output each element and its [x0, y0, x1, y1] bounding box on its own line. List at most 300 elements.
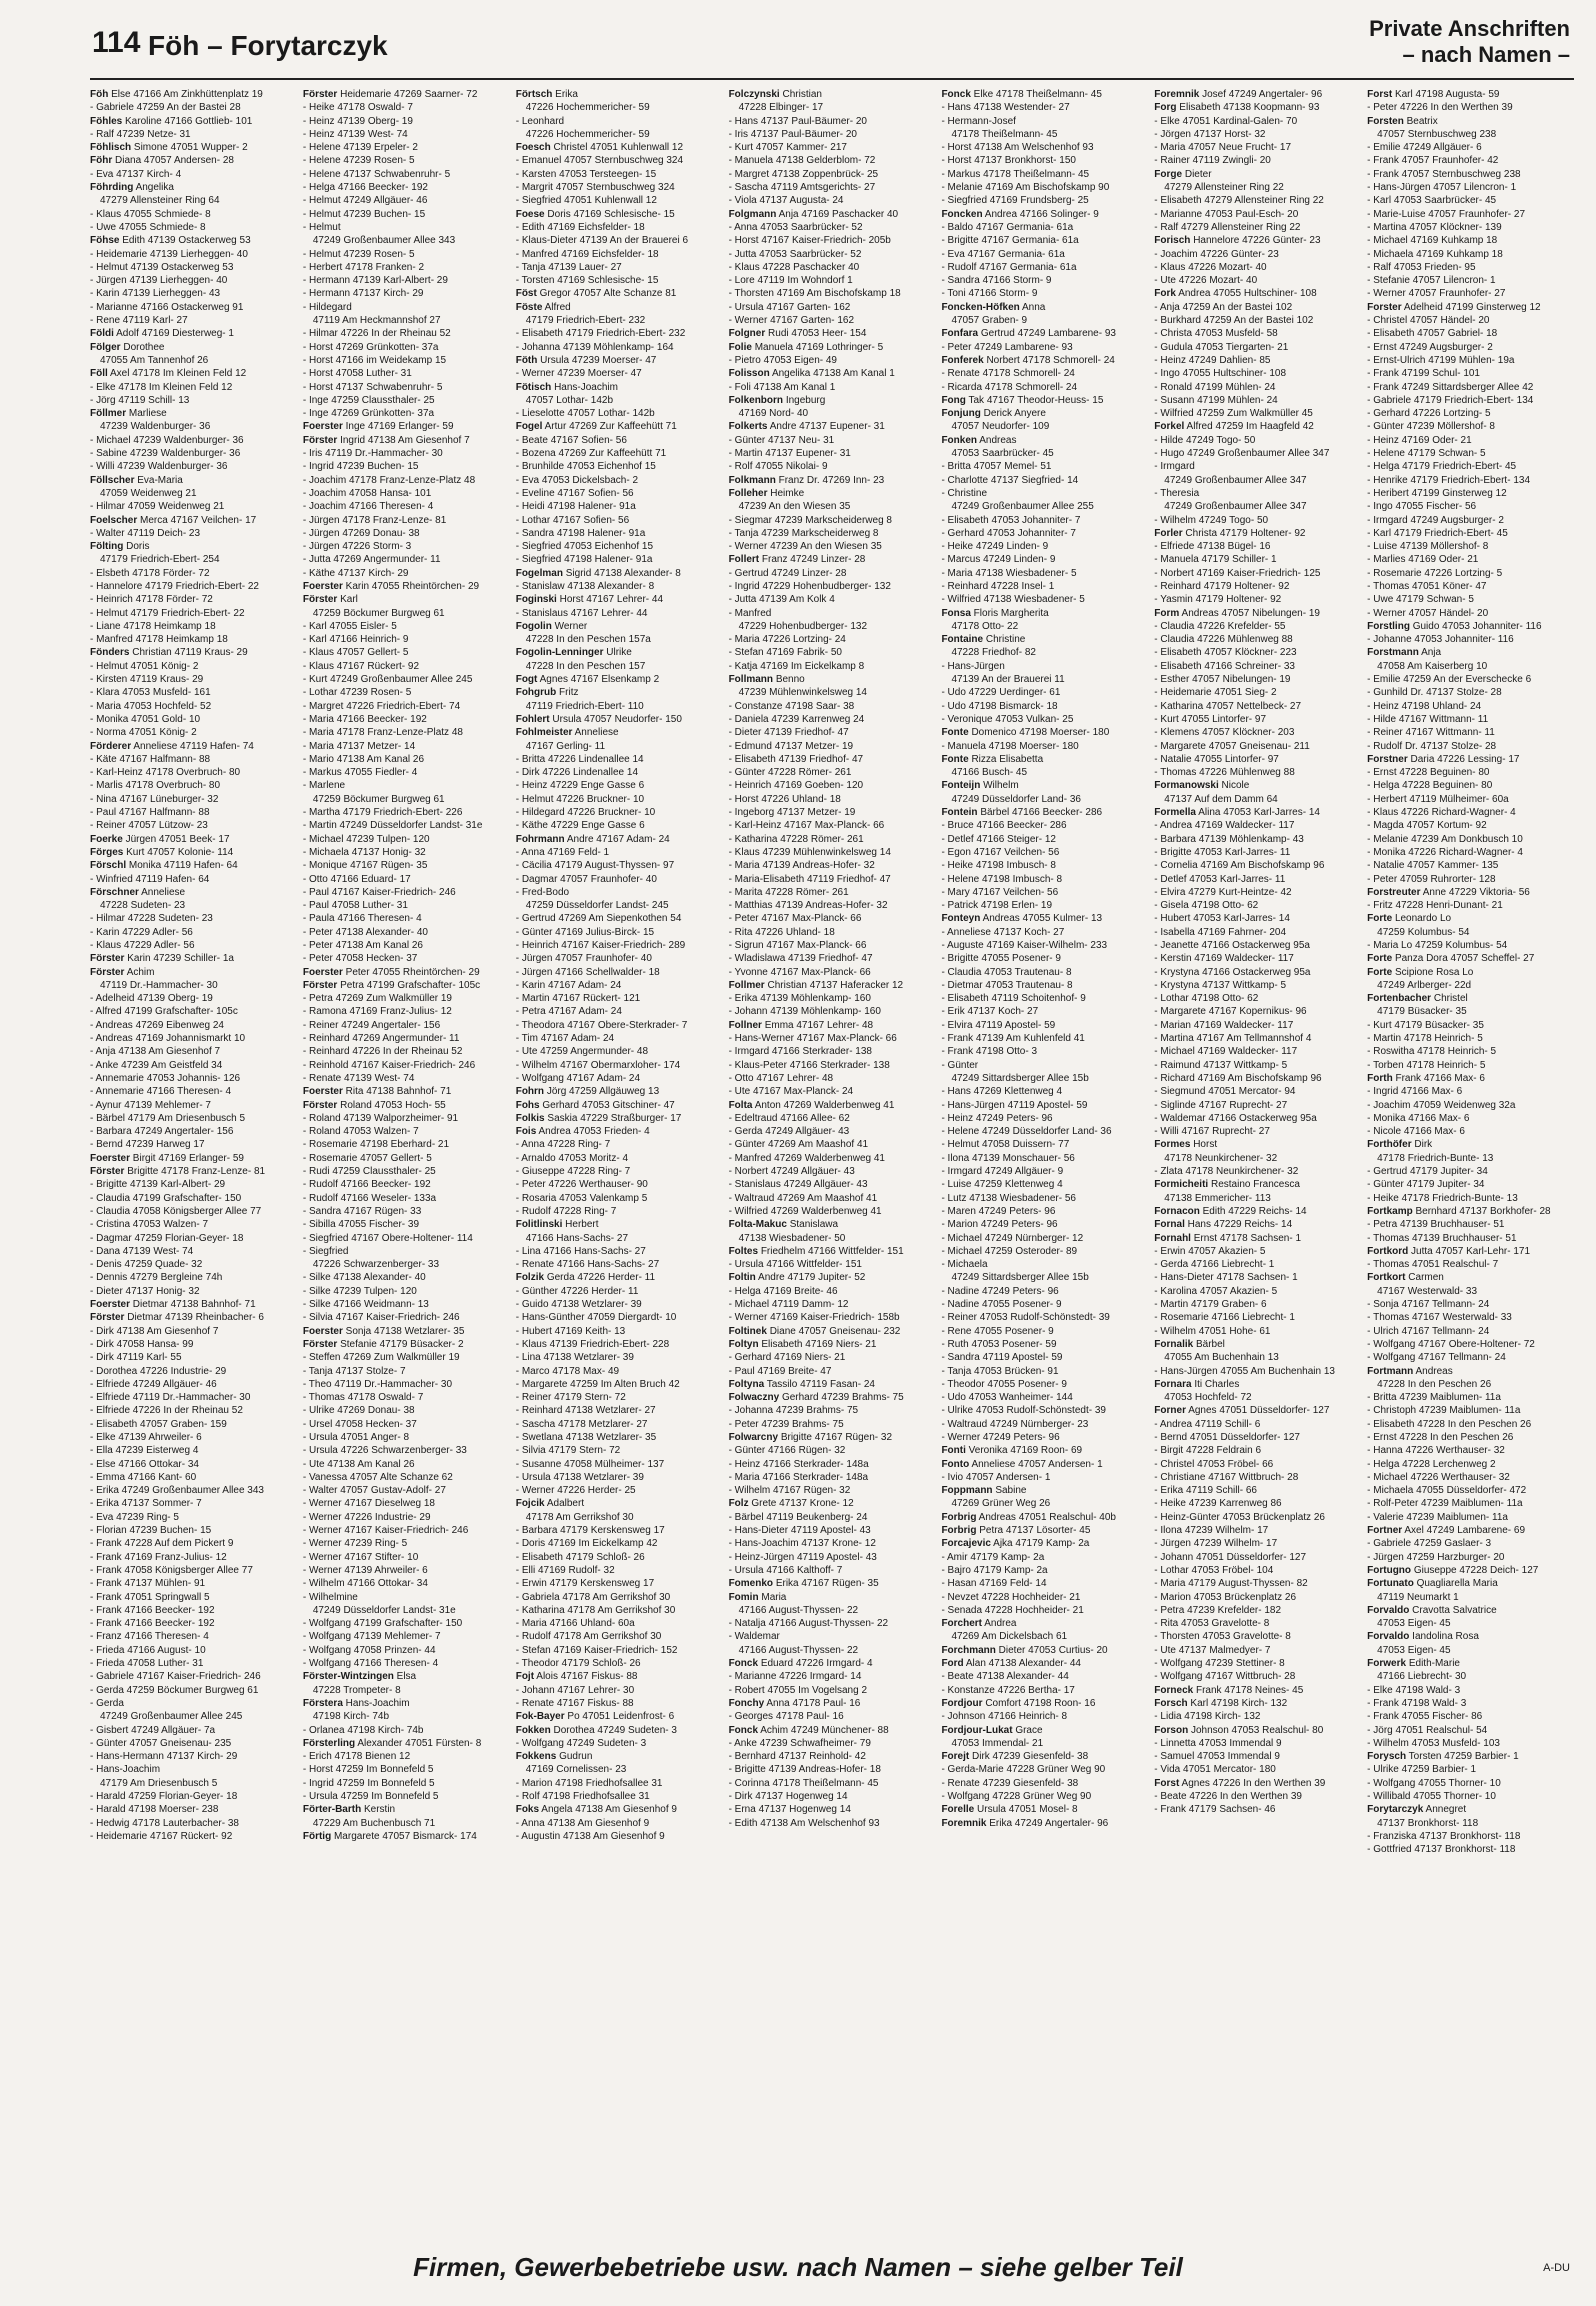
directory-entry — [941, 793, 1148, 806]
directory-entry — [90, 1497, 297, 1510]
directory-entry — [729, 620, 936, 633]
entry-detail: - Elke 47178 Im Kleinen Feld 12 — [90, 381, 233, 393]
entry-detail: - Reiner 47053 Rudolf-Schönstedt- 39 — [941, 1312, 1110, 1324]
entry-detail: - Elisabeth 47179 Schloß- 26 — [515, 1551, 645, 1563]
directory-entry — [90, 859, 297, 872]
directory-entry — [1367, 1138, 1574, 1151]
entry-detail: Doris — [126, 541, 150, 553]
directory-entry — [941, 1178, 1148, 1191]
directory-entry — [1154, 753, 1361, 766]
directory-entry — [303, 1497, 510, 1510]
directory-entry — [303, 234, 510, 247]
directory-entry — [90, 1724, 297, 1737]
directory-entry — [90, 1045, 297, 1058]
directory-entry — [1154, 500, 1361, 513]
directory-entry — [516, 1311, 723, 1324]
entry-detail: - Nevzet 47228 Hochheider- 21 — [941, 1591, 1081, 1603]
entry-detail: - Heinz 47139 Oberg- 19 — [302, 115, 413, 127]
entry-detail: - Gerda-Marie 47228 Grüner Weg 90 — [941, 1764, 1106, 1776]
entry-detail: - Susann 47199 Mühlen- 24 — [1154, 394, 1278, 406]
directory-entry — [516, 1019, 723, 1032]
entry-detail: - Rudolf 47178 Am Gerrikshof 30 — [515, 1631, 662, 1643]
directory-entry — [729, 1684, 936, 1697]
directory-entry — [729, 1125, 936, 1138]
entry-detail: - Sascha 47178 Metzlarer- 27 — [515, 1418, 648, 1430]
directory-entry — [729, 1085, 936, 1098]
entry-detail: - Guido 47138 Wetzlarer- 39 — [515, 1299, 642, 1311]
entry-detail: - Elisabeth 47053 Johanniter- 7 — [941, 514, 1081, 526]
entry-detail: - Karin 47229 Adler- 56 — [90, 926, 193, 938]
entry-detail: Manuela 47169 Lothringer- 5 — [754, 341, 884, 353]
entry-detail: - Annemarie 47053 Johannis- 126 — [90, 1072, 241, 1084]
entry-detail: - Marlene — [302, 780, 346, 792]
surname: Folta — [728, 1099, 753, 1111]
directory-entry — [1367, 1591, 1574, 1604]
entry-detail: - Manfred 47178 Heimkamp 18 — [90, 634, 228, 646]
entry-detail: - Irmgard — [1154, 461, 1195, 473]
entry-detail: - Elfriede 47226 In der Rheinau 52 — [90, 1405, 243, 1417]
entry-detail: - Hans-Jürgen 47119 Apostel- 59 — [941, 1099, 1088, 1111]
directory-entry — [516, 553, 723, 566]
surname: Föhse — [90, 235, 120, 247]
entry-detail: - Thorsten 47169 Am Bischofskamp 18 — [728, 288, 901, 300]
directory-entry — [1367, 500, 1574, 513]
surname: Foks — [515, 1804, 540, 1816]
entry-detail: - Werner 47169 Kaiser-Friedrich- 158b — [728, 1312, 900, 1324]
entry-detail: - Karin 47167 Adam- 24 — [515, 979, 622, 991]
directory-entry — [1367, 766, 1574, 779]
directory-entry — [941, 1564, 1148, 1577]
entry-detail: - Johann 47167 Lehrer- 30 — [515, 1684, 635, 1696]
entry-detail: - Stefanie 47057 Lilencron- 1 — [1367, 275, 1496, 287]
entry-detail: - Rudolf 47167 Germania- 61a — [941, 261, 1077, 273]
directory-entry — [1367, 1152, 1574, 1165]
directory-entry — [1367, 1005, 1574, 1018]
directory-entry — [516, 287, 723, 300]
entry-detail: Andrea 47166 Solinger- 9 — [984, 208, 1099, 220]
entry-detail: Jörg 47259 Allgäuweg 13 — [546, 1086, 660, 1098]
directory-entry — [90, 1471, 297, 1484]
entry-detail: - Klaus-Peter 47166 Sterkrader- 138 — [728, 1059, 890, 1071]
entry-detail: - Krystyna 47137 Wittkamp- 5 — [1154, 979, 1287, 991]
entry-detail: - Helga 47228 Lerchenweg 2 — [1367, 1458, 1496, 1470]
directory-entry — [1367, 1298, 1574, 1311]
directory-entry — [303, 553, 510, 566]
directory-entry — [941, 248, 1148, 261]
directory-entry — [941, 1737, 1148, 1750]
entry-detail: - Reinhard 47226 In der Rheinau 52 — [302, 1046, 463, 1058]
entry-detail: - Toni 47166 Storm- 9 — [941, 288, 1038, 300]
entry-detail: - Claudia 47058 Königsberger Allee 77 — [90, 1205, 262, 1217]
entry-detail: - Maria 47166 Beecker- 192 — [302, 713, 427, 725]
surname: Fohrmann — [515, 833, 565, 845]
entry-detail: - Ute 47226 Mozart- 40 — [1154, 275, 1258, 287]
entry-detail: - Peter 47167 Max-Planck- 66 — [728, 913, 862, 925]
directory-entry — [303, 620, 510, 633]
entry-detail: - Else 47166 Ottokar- 34 — [90, 1458, 199, 1470]
surname: Fonsa — [941, 607, 971, 619]
entry-detail: - Günter — [941, 1059, 979, 1071]
entry-detail: - Hans 47137 Paul-Bäumer- 20 — [728, 115, 867, 127]
entry-detail: Rizza — [971, 753, 997, 765]
directory-entry — [90, 221, 297, 234]
directory-entry — [516, 1192, 723, 1205]
directory-entry — [90, 1670, 297, 1683]
directory-entry — [1367, 1750, 1574, 1763]
entry-detail: Petra 47137 Lösorter- 45 — [979, 1525, 1091, 1537]
directory-entry — [941, 1750, 1148, 1763]
directory-entry — [303, 354, 510, 367]
directory-entry — [90, 341, 297, 354]
directory-entry — [90, 314, 297, 327]
directory-entry — [729, 1817, 936, 1830]
directory-entry — [516, 274, 723, 287]
directory-entry — [516, 1471, 723, 1484]
entry-detail: - Hans-Dieter 47119 Apostel- 43 — [728, 1525, 871, 1537]
entry-detail: - Erich 47178 Bienen 12 — [302, 1751, 411, 1763]
surname: Fornalik — [1154, 1338, 1194, 1350]
entry-detail: - Werner 47167 Stifter- 10 — [302, 1551, 419, 1563]
directory-entry — [516, 101, 723, 114]
directory-entry — [1154, 1484, 1361, 1497]
directory-entry — [516, 1670, 723, 1683]
directory-entry — [303, 1059, 510, 1072]
directory-entry — [1154, 1737, 1361, 1750]
directory-entry — [90, 1378, 297, 1391]
entry-detail: Dieter 47053 Curtius- 20 — [998, 1644, 1108, 1656]
surname: Fornacon — [1154, 1205, 1200, 1217]
directory-entry — [941, 208, 1148, 221]
directory-entry — [1367, 899, 1574, 912]
entry-detail: - Peter 47226 In den Werthen 39 — [1367, 102, 1513, 114]
entry-detail: - Kurt 47249 Großenbaumer Allee 245 — [302, 674, 473, 686]
entry-detail: - Eveline 47167 Sofien- 56 — [515, 487, 634, 499]
directory-entry — [729, 354, 936, 367]
directory-entry — [303, 1564, 510, 1577]
directory-entry — [516, 740, 723, 753]
surname: Fonken — [941, 434, 977, 446]
directory-entry — [90, 1085, 297, 1098]
directory-entry — [516, 859, 723, 872]
entry-detail: 47178 Friedrich-Bunte- 13 — [1377, 1152, 1494, 1164]
entry-detail: Edith 47139 Ostackerweg 53 — [122, 235, 251, 247]
entry-detail: - Marlis 47178 Overbruch- 80 — [90, 780, 221, 792]
entry-detail: - Peter 47138 Alexander- 40 — [302, 926, 428, 938]
entry-detail: 47179 Friedrich-Ebert- 232 — [525, 315, 646, 327]
entry-detail: Doris 47169 Schlesische- 15 — [547, 208, 675, 220]
entry-detail: - Hubert 47169 Keith- 13 — [515, 1325, 626, 1337]
directory-entry — [729, 287, 936, 300]
entry-detail: - Lina 47138 Wetzlarer- 39 — [515, 1352, 634, 1364]
directory-entry — [1367, 314, 1574, 327]
surname: Foerster — [302, 421, 343, 433]
entry-detail: - Henrike 47179 Friedrich-Ebert- 134 — [1367, 474, 1531, 486]
entry-detail: - Lothar 47239 Rosen- 5 — [302, 687, 412, 699]
entry-detail: Dirk 47239 Giesenfeld- 38 — [972, 1751, 1089, 1763]
entry-detail: - Gertrud 47269 Am Siepenkothen 54 — [515, 913, 682, 925]
entry-detail: 47279 Allensteiner Ring 22 — [1164, 182, 1284, 194]
entry-detail: - Frieda 47058 Luther- 31 — [90, 1658, 204, 1670]
entry-detail: - Karl 47055 Eisler- 5 — [302, 620, 397, 632]
entry-detail: Wilhelm — [983, 780, 1019, 792]
entry-detail: - Detlef 47166 Steiger- 12 — [941, 833, 1056, 845]
entry-detail: Rudi 47053 Heer- 154 — [768, 328, 867, 340]
directory-entry — [1154, 115, 1361, 128]
entry-detail: - Baldo 47167 Germania- 61a — [941, 221, 1074, 233]
entry-detail: 47228 Friedhof- 82 — [951, 647, 1036, 659]
entry-detail: Elke 47178 Theißelmann- 45 — [973, 89, 1102, 100]
entry-detail: - Orlanea 47198 Kirch- 74b — [302, 1724, 424, 1736]
entry-detail: Hannelore 47226 Günter- 23 — [1193, 235, 1321, 247]
entry-detail: - Herbert 47178 Franken- 2 — [302, 261, 425, 273]
entry-detail: Ingrid 47138 Am Giesenhof 7 — [340, 434, 470, 446]
surname: Fonck — [728, 1724, 759, 1736]
entry-detail: - Elisabeth 47057 Gabriel- 18 — [1367, 328, 1498, 340]
directory-entry — [729, 1138, 936, 1151]
directory-entry — [303, 1099, 510, 1112]
entry-detail: - Rudolf 47166 Beecker- 192 — [302, 1179, 431, 1191]
entry-detail: 47228 Trompeter- 8 — [312, 1684, 401, 1696]
entry-detail: Birgit 47169 Erlanger- 59 — [132, 1152, 244, 1164]
directory-entry — [1154, 1178, 1361, 1191]
entry-detail: - Heinz 47198 Uhland- 24 — [1367, 700, 1482, 712]
directory-entry — [90, 753, 297, 766]
entry-detail: - Claudia 47199 Grafschafter- 150 — [90, 1192, 242, 1204]
directory-entry — [1367, 141, 1574, 154]
entry-detail: - Frank 47057 Fraunhofer- 42 — [1367, 155, 1499, 167]
directory-entry — [1154, 514, 1361, 527]
entry-detail: Salvatrice — [1452, 1604, 1497, 1616]
entry-detail: - Michaela 47137 Honig- 32 — [302, 846, 426, 858]
entry-detail: - Ernst-Ulrich 47199 Mühlen- 19a — [1367, 354, 1515, 366]
directory-entry — [1154, 899, 1361, 912]
entry-detail: - Hans-Joachim 47137 Krone- 12 — [728, 1538, 876, 1550]
entry-detail: - Silke 47239 Tulpen- 120 — [302, 1285, 417, 1297]
entry-detail: Petra 47199 Grafschafter- 105c — [340, 979, 481, 991]
directory-entry — [1154, 261, 1361, 274]
directory-entry — [1154, 460, 1361, 473]
surname: Forchmann — [941, 1644, 996, 1656]
surname: Förster — [90, 966, 125, 978]
entry-detail: - Thomas 47139 Bruchhauser- 51 — [1367, 1232, 1517, 1244]
entry-detail: - Werner 47057 Fraunhofer- 27 — [1367, 288, 1506, 300]
directory-entry — [1367, 779, 1574, 792]
directory-entry — [729, 1431, 936, 1444]
entry-detail: - Andrea 47169 Waldecker- 117 — [1154, 820, 1295, 832]
directory-entry — [303, 128, 510, 141]
directory-entry — [90, 474, 297, 487]
surname: Fölger — [90, 341, 121, 353]
entry-detail: - Anke 47239 Schwafheimer- 79 — [728, 1737, 871, 1749]
directory-entry — [1367, 1830, 1574, 1843]
entry-detail: - Eva 47053 Dickelsbach- 2 — [515, 474, 639, 486]
directory-entry — [1154, 168, 1361, 181]
entry-detail: - Fred-Bodo — [515, 886, 570, 898]
entry-detail: - Lothar 47198 Otto- 62 — [1154, 993, 1259, 1005]
surname: Fogel — [515, 421, 543, 433]
entry-detail: - Ursula 47259 Im Bonnefeld 5 — [302, 1791, 439, 1802]
directory-entry — [90, 992, 297, 1005]
directory-entry — [516, 168, 723, 181]
surname: Fordjour-Lukat — [941, 1724, 1013, 1736]
directory-entry — [303, 500, 510, 513]
entry-detail: - Hans 47138 Westender- 27 — [941, 102, 1070, 114]
directory-entry — [1367, 1019, 1574, 1032]
directory-entry — [303, 1670, 510, 1683]
entry-detail: - Jürgen 47239 Wilhelm- 17 — [1154, 1538, 1278, 1550]
entry-detail: - Horst 47137 Bronkhorst- 150 — [941, 155, 1076, 167]
directory-entry — [1154, 713, 1361, 726]
entry-detail: - Ursula 47166 Kalthoff- 7 — [728, 1564, 843, 1576]
directory-entry — [729, 593, 936, 606]
entry-detail: - Manuela 47198 Moerser- 180 — [941, 740, 1079, 752]
directory-entry — [1367, 1524, 1574, 1537]
directory-entry — [1367, 1418, 1574, 1431]
surname: Forthöfer — [1367, 1139, 1412, 1151]
directory-entry — [303, 1591, 510, 1604]
entry-detail: - Edmund 47137 Metzer- 19 — [728, 740, 854, 752]
directory-column-2 — [303, 88, 510, 2238]
surname: Forejt — [941, 1751, 970, 1763]
surname: Foltin — [728, 1272, 756, 1284]
directory-entry — [516, 1152, 723, 1165]
directory-entry — [1367, 154, 1574, 167]
directory-entry — [1367, 1165, 1574, 1178]
directory-entry — [1367, 221, 1574, 234]
directory-entry — [729, 1644, 936, 1657]
entry-detail: - Rolf 47198 Friedhofsallee 31 — [515, 1791, 650, 1802]
entry-detail: - Harald 47259 Florian-Geyer- 18 — [90, 1791, 238, 1802]
entry-detail: - Vanessa 47057 Alte Schanze 62 — [302, 1471, 453, 1483]
entry-detail: - Wilhelmine — [302, 1591, 358, 1603]
entry-detail: Angelika — [135, 182, 174, 194]
entry-detail: - Samuel 47053 Immendal 9 — [1154, 1751, 1280, 1763]
entry-detail: - Michael 47119 Damm- 12 — [728, 1299, 849, 1311]
directory-entry — [729, 1471, 936, 1484]
directory-entry — [1367, 1218, 1574, 1231]
entry-detail: - Hans 47269 Klettenweg 4 — [941, 1086, 1063, 1098]
directory-entry — [90, 607, 297, 620]
directory-entry — [1154, 793, 1361, 806]
entry-detail: 47249 Großenbaumer Allee 347 — [1164, 474, 1307, 486]
entry-detail: - Jeanette 47166 Ostackerweg 95a — [1154, 940, 1310, 951]
surname: Follert — [728, 554, 760, 566]
entry-detail: - Christoph 47239 Maiblumen- 11a — [1367, 1405, 1521, 1417]
surname: Förtig — [302, 1830, 332, 1842]
surname: Forvaldo — [1367, 1631, 1410, 1643]
entry-detail: - Siegfried — [302, 1245, 349, 1257]
entry-detail: - Renate 47178 Schmorell- 24 — [941, 368, 1075, 380]
directory-entry — [516, 1577, 723, 1590]
directory-entry — [516, 248, 723, 261]
directory-entry — [516, 1258, 723, 1271]
entry-detail: Artur 47269 Zur Kaffeehütt 71 — [544, 421, 677, 433]
entry-detail: - Hans-Hermann 47137 Kirch- 29 — [90, 1751, 238, 1763]
entry-detail: - Reinhard 47269 Angermunder- 11 — [302, 1033, 460, 1045]
entry-detail: - Jürgen 47057 Fraunhofer- 40 — [515, 953, 652, 965]
directory-entry — [516, 833, 723, 846]
directory-entry — [516, 208, 723, 221]
entry-detail: - Sigrun 47167 Max-Planck- 66 — [728, 940, 867, 951]
entry-detail: - Käte 47167 Halfmann- 88 — [90, 753, 211, 765]
entry-detail: - Jutta 47053 Saarbrücker- 52 — [728, 248, 862, 260]
directory-entry — [90, 1365, 297, 1378]
entry-detail: Rosa — [1455, 1631, 1479, 1643]
entry-detail: Rita 47138 Bahnhof- 71 — [345, 1086, 452, 1098]
directory-entry — [303, 952, 510, 965]
directory-entry — [1154, 633, 1361, 646]
entry-detail: - Marion 47053 Brückenplatz 26 — [1154, 1591, 1297, 1603]
surname: Förtsch — [515, 89, 553, 100]
directory-entry — [941, 580, 1148, 593]
directory-entry — [303, 88, 510, 101]
directory-entry — [729, 474, 936, 487]
directory-entry — [90, 833, 297, 846]
entry-detail: Monika 47119 Hafen- 64 — [128, 860, 238, 872]
entry-detail: - Frank 47055 Fischer- 86 — [1367, 1711, 1483, 1723]
directory-entry — [1367, 633, 1574, 646]
directory-entry — [90, 1511, 297, 1524]
entry-detail: - Ulrich 47167 Tellmann- 24 — [1367, 1325, 1490, 1337]
directory-entry — [303, 1338, 510, 1351]
entry-detail: - Siegfried 47051 Kuhlenwall 12 — [515, 195, 657, 207]
entry-detail: - Horst 47269 Grünkotten- 37a — [302, 341, 439, 353]
directory-entry — [729, 1404, 936, 1417]
entry-detail: Gudrun — [559, 1751, 593, 1763]
entry-detail: - Krystyna 47166 Ostackerweg 95a — [1154, 966, 1311, 978]
directory-entry — [516, 1710, 723, 1723]
surname: Folta-Makuc — [728, 1219, 787, 1231]
directory-entry — [303, 527, 510, 540]
entry-detail: Fritz — [559, 687, 579, 699]
surname: Förschner — [90, 886, 139, 898]
entry-detail: - Franziska 47137 Bronkhorst- 118 — [1367, 1830, 1521, 1842]
entry-detail: - Ruth 47053 Posener- 59 — [941, 1338, 1057, 1350]
surname: Folkis — [515, 1112, 545, 1124]
directory-entry — [1367, 726, 1574, 739]
entry-detail: - Petra 47167 Adam- 24 — [515, 1006, 622, 1018]
surname: Forst — [1154, 1777, 1180, 1789]
directory-entry — [303, 646, 510, 659]
directory-entry — [516, 1551, 723, 1564]
entry-detail: Simone 47051 Wupper- 2 — [133, 142, 248, 154]
directory-entry — [516, 1724, 723, 1737]
entry-detail: Nicole — [1221, 780, 1250, 792]
directory-entry — [941, 1577, 1148, 1590]
directory-entry — [516, 1085, 723, 1098]
directory-entry — [729, 1059, 936, 1072]
directory-entry — [303, 540, 510, 553]
entry-detail: - Cristina 47053 Walzen- 7 — [90, 1219, 209, 1231]
directory-entry — [1367, 1365, 1574, 1378]
entry-detail: - Konstanze 47226 Bertha- 17 — [941, 1684, 1075, 1696]
entry-detail: - Brigitte 47055 Posener- 9 — [941, 953, 1061, 965]
directory-entry — [1367, 101, 1574, 114]
directory-entry — [1154, 1285, 1361, 1298]
directory-entry — [516, 686, 723, 699]
surname: Foesch — [515, 142, 551, 154]
entry-detail: - Martin 47178 Heinrich- 5 — [1367, 1033, 1483, 1045]
entry-detail: 47229 Am Buchenbusch 71 — [312, 1817, 436, 1829]
directory-entry — [941, 1591, 1148, 1604]
entry-detail: - Ulrike 47053 Rudolf-Schönstedt- 39 — [941, 1405, 1106, 1417]
entry-detail: 47059 Weidenweg 21 — [100, 487, 197, 499]
entry-detail: - Waldemar 47166 Ostackerweg 95a — [1154, 1112, 1317, 1124]
directory-entry — [941, 1484, 1148, 1497]
entry-detail: 47239 Waldenburger- 36 — [100, 421, 211, 433]
entry-detail: - Hans-Jürgen — [941, 660, 1005, 672]
directory-entry — [90, 1577, 297, 1590]
